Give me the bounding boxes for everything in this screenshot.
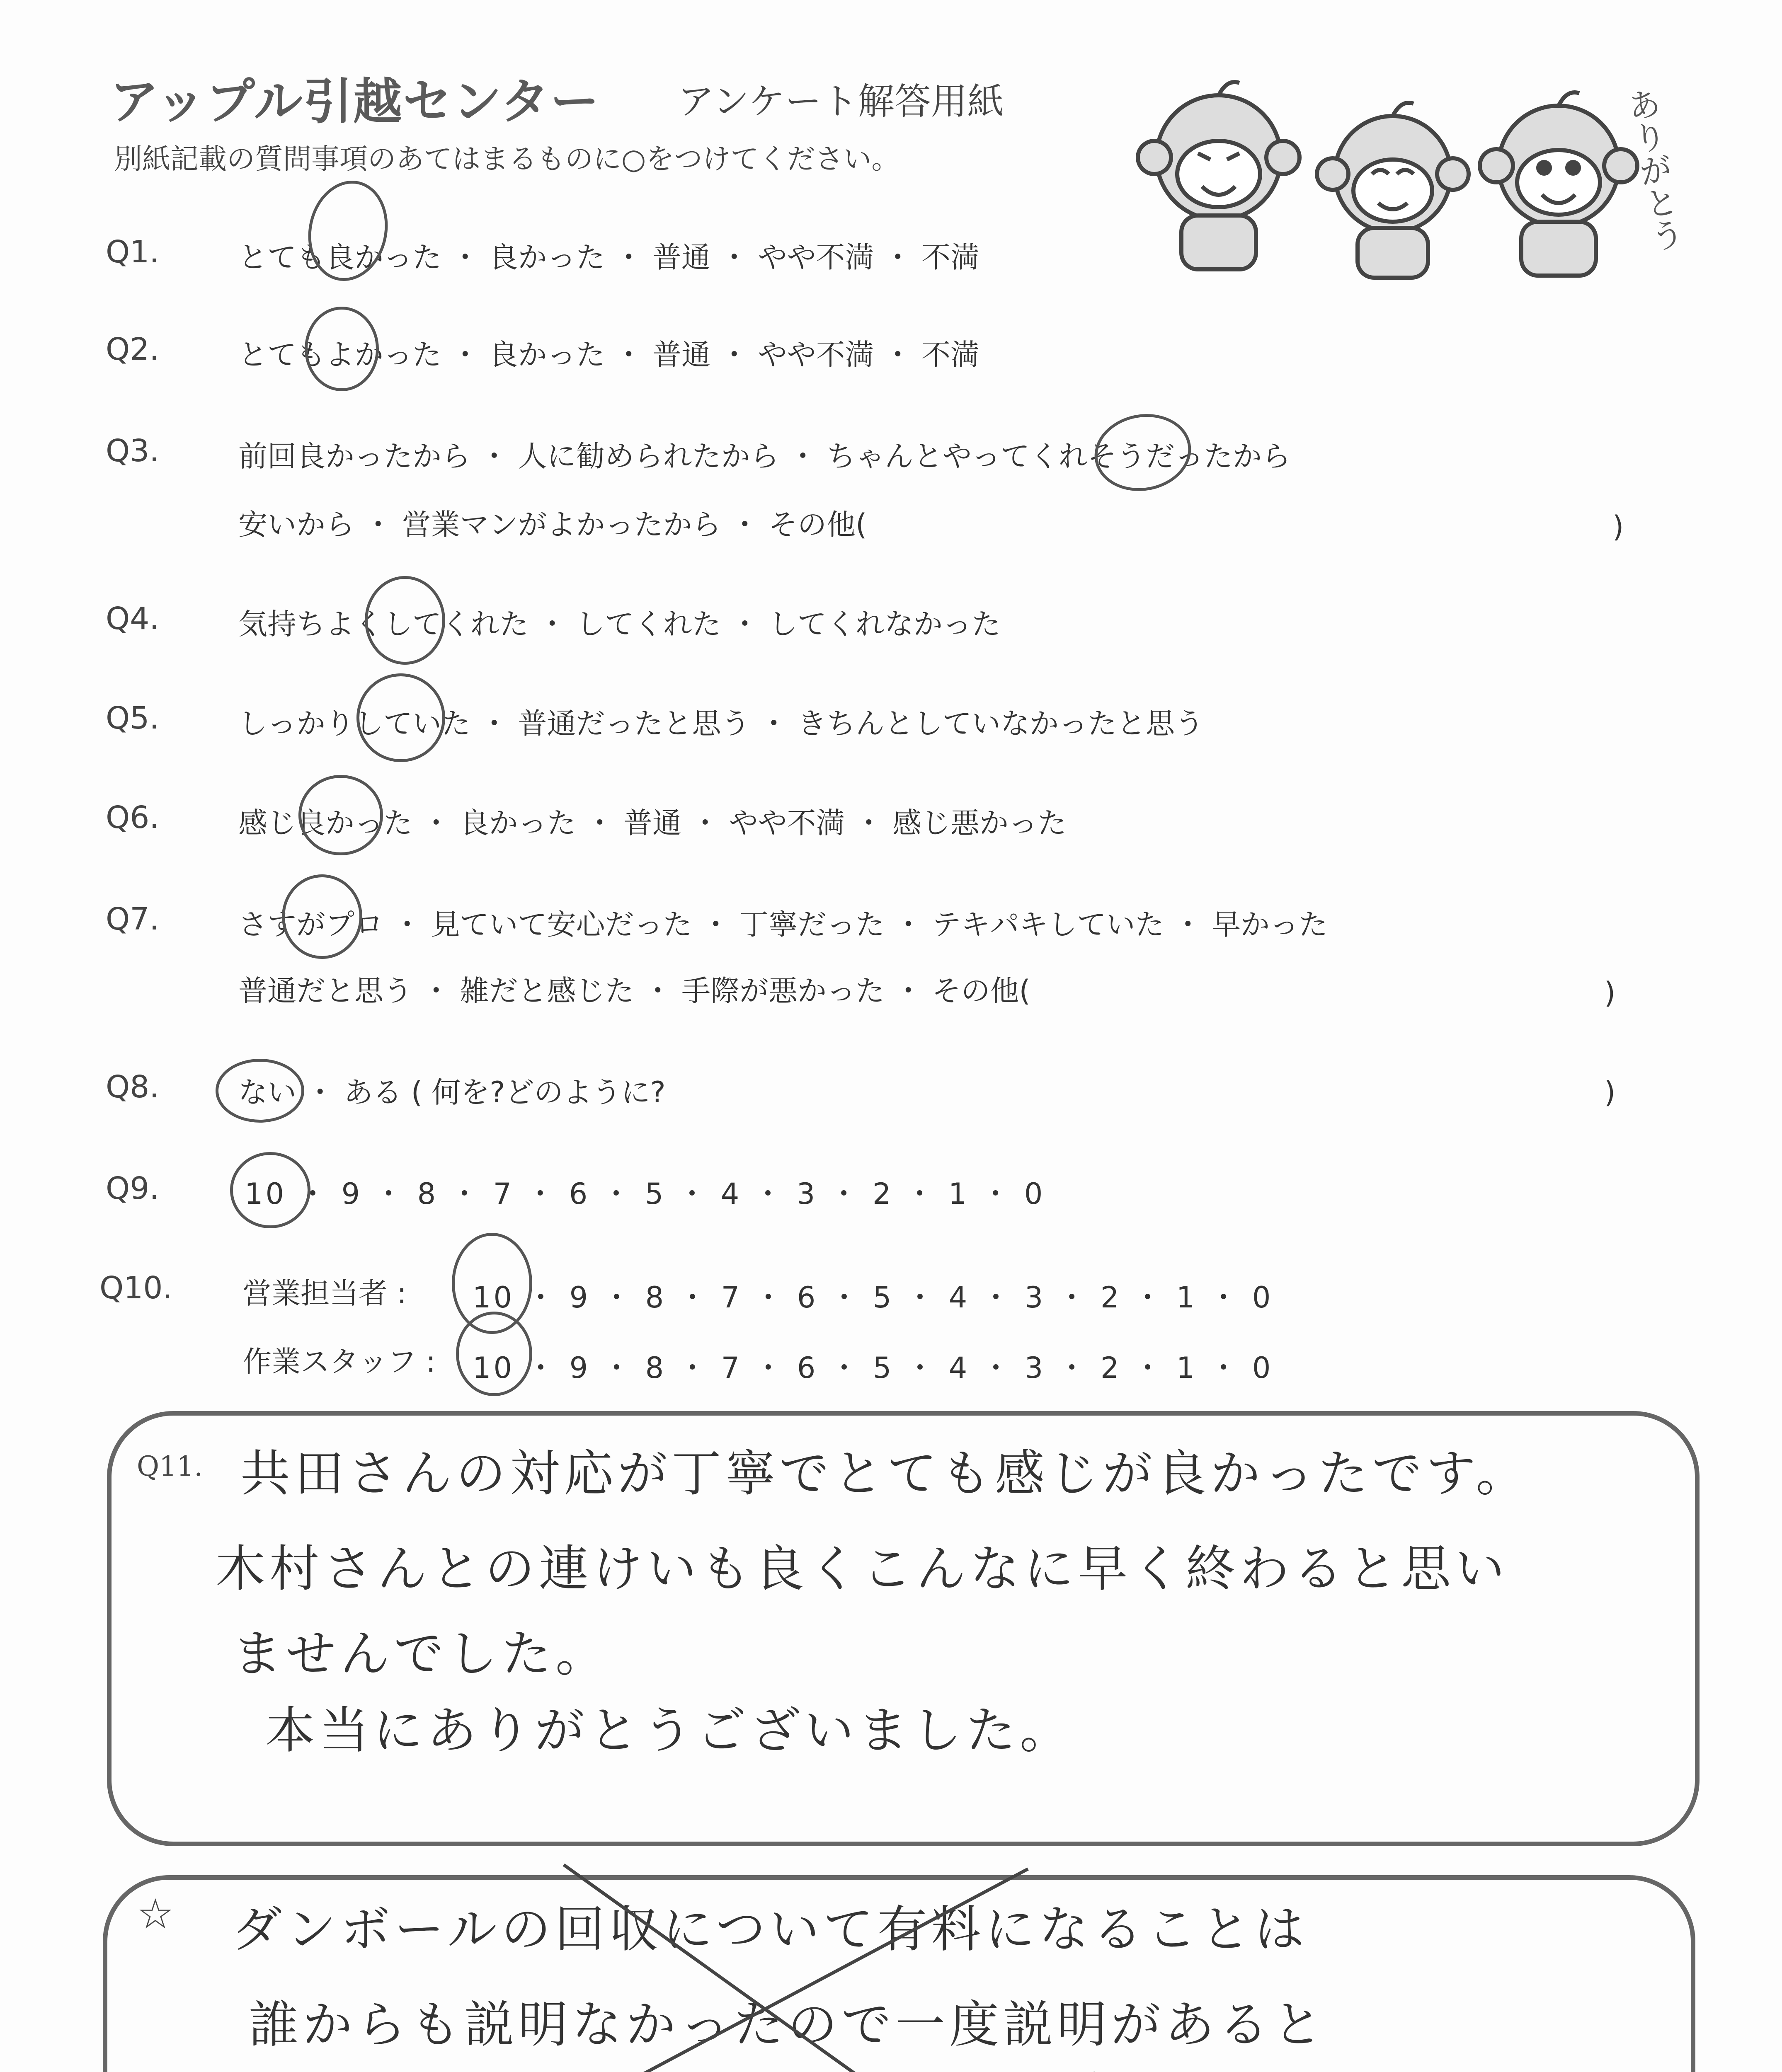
q7-label: Q7. [106,901,159,937]
answer-circle-q7 [282,874,362,959]
q2-label: Q2. [106,332,159,367]
q3-options-line1: 前回良かったから ・ 人に勧められたから ・ ちゃんとやってくれそうだったから [238,439,1291,473]
answer-circle-q2 [305,307,379,391]
q7-close-paren: ) [1604,976,1616,1010]
q1-options: とても良かった ・ 良かった ・ 普通 ・ やや不満 ・ 不満 [238,240,980,274]
answer-circle-q5 [356,673,445,762]
monkey-mascot-2-icon [1317,103,1469,278]
q11-label: Q11. [137,1450,203,1482]
q8-options: ない ・ ある ( 何を?どのように? [238,1075,666,1109]
q3-options-line2: 安いから ・ 営業マンがよかったから ・ その他( [238,508,867,542]
q9-label: Q9. [106,1171,159,1206]
answer-circle-q3 [1089,407,1197,499]
q3-label: Q3. [106,433,159,469]
monkey-mascot-1-icon [1138,82,1300,269]
q10-staff-scale: 10 ・ 9 ・ 8 ・ 7 ・ 6 ・ 5 ・ 4 ・ 3 ・ 2 ・ 1 ・ 0 [473,1351,1273,1385]
star-icon: ☆ [137,1890,174,1938]
company-title: アップル引越センター [110,73,600,130]
q7-options-line2: 普通だと思う ・ 雑だと感じた ・ 手際が悪かった ・ その他( [238,974,1030,1008]
answer-circle-q6 [298,775,383,855]
monkey-mascot-3-icon [1480,92,1637,276]
q4-options: 気持ちよくしてくれた ・ してくれた ・ してくれなかった [238,607,1001,641]
answer-circle-q4 [365,576,445,665]
q10-label: Q10. [99,1270,172,1306]
q11-comment-line1: 共田さんの対応が丁寧でとても感じが良かったです。 [240,1445,1530,1503]
note-line2: 誰からも説明なかったので一度説明があると [249,1996,1326,2054]
q8-close-paren: ) [1604,1075,1616,1109]
answer-circle-q10-staff [456,1312,532,1396]
q10-sales-scale: 10 ・ 9 ・ 8 ・ 7 ・ 6 ・ 5 ・ 4 ・ 3 ・ 2 ・ 1 ・ 0 [473,1280,1273,1314]
answer-circle-q8 [216,1059,304,1123]
thanks-text: ありがとう [1619,85,1687,255]
q2-options: とてもよかった ・ 良かった ・ 普通 ・ やや不満 ・ 不満 [238,338,980,372]
q5-label: Q5. [106,700,159,736]
q3-close-paren: ) [1612,510,1624,544]
q6-label: Q6. [106,800,159,835]
q8-label: Q8. [106,1069,159,1105]
q9-scale: 10 ・ 9 ・ 8 ・ 7 ・ 6 ・ 5 ・ 4 ・ 3 ・ 2 ・ 1 ・ 0 [245,1177,1045,1211]
answer-circle-q9 [230,1152,310,1228]
q11-comment-line2: 木村さんとの連けいも良くこんなに早く終わると思い [216,1540,1509,1598]
q10-staff-label: 作業スタッフ : [242,1345,436,1379]
q11-comment-line3: ませんでした。 [232,1625,609,1683]
note-line1: ダンボールの回収について有料になることは [232,1901,1309,1958]
reply-arrow-icon [1069,2068,1127,2072]
q10-sales-label: 営業担当者 : [242,1276,407,1310]
q5-options: しっかりしていた ・ 普通だったと思う ・ きちんとしていなかったと思う [238,707,1204,741]
q11-comment-line4: 本当にありがとうございました。 [265,1702,1074,1760]
strike-x-mark [435,1857,1057,2072]
monkey-mascots-illustration [1136,70,1691,286]
q4-label: Q4. [106,601,159,637]
q1-label: Q1. [106,234,159,270]
form-subtitle: アンケート解答用紙 [678,80,1004,123]
q7-options-line1: さすがプロ ・ 見ていて安心だった ・ 丁寧だった ・ テキパキしていた ・ 早かった [238,908,1328,942]
instruction-text: 別紙記載の質問事項のあてはまるものに○をつけてください。 [114,143,900,176]
q6-options: 感じ良かった ・ 良かった ・ 普通 ・ やや不満 ・ 感じ悪かった [238,806,1067,840]
